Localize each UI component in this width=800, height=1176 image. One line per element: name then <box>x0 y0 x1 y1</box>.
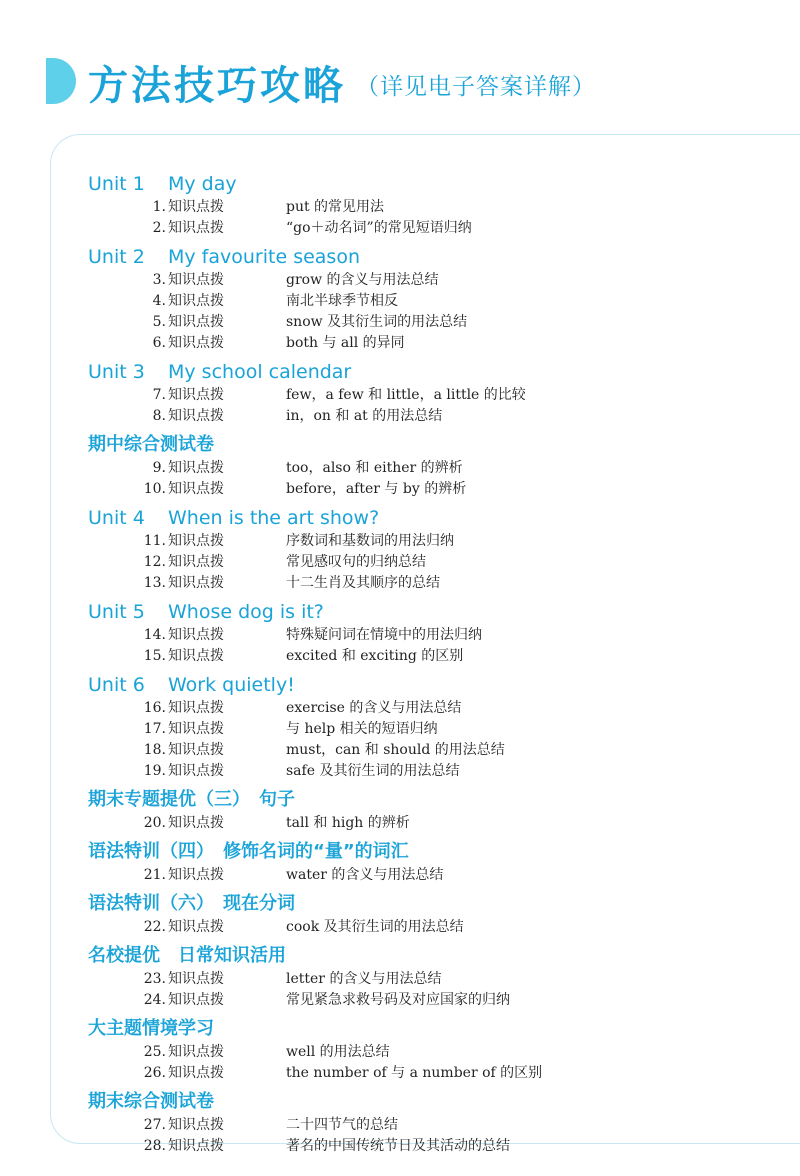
item-tag: 知识点拨 <box>168 742 224 758</box>
item-tag: 知识点拨 <box>168 1044 224 1060</box>
section-heading <box>88 891 788 917</box>
list-item <box>88 531 788 552</box>
section-title: 期中综合测试卷 <box>88 434 214 455</box>
item-number: 21. <box>143 867 166 883</box>
item-tag: 知识点拨 <box>168 554 224 570</box>
section-heading <box>88 839 788 865</box>
section-heading <box>88 432 788 458</box>
item-tag: 知识点拨 <box>168 648 224 664</box>
item-text: well 的用法总结 <box>286 1044 390 1060</box>
item-text: exercise 的含义与用法总结 <box>286 700 462 716</box>
list-item <box>88 218 788 239</box>
item-tag: 知识点拨 <box>168 992 224 1008</box>
section-heading <box>88 1016 788 1042</box>
list-item <box>88 479 788 500</box>
item-number: 25. <box>143 1044 166 1060</box>
item-tag: 知识点拨 <box>168 867 224 883</box>
item-tag: 知识点拨 <box>168 481 224 497</box>
item-text: tall 和 high 的辨析 <box>286 815 410 831</box>
item-tag: 知识点拨 <box>168 700 224 716</box>
item-number: 26. <box>143 1065 166 1081</box>
item-number: 3. <box>152 272 166 288</box>
item-tag: 知识点拨 <box>168 460 224 476</box>
item-number: 12. <box>143 554 166 570</box>
item-text: put 的常见用法 <box>286 199 385 215</box>
item-tag: 知识点拨 <box>168 199 224 215</box>
item-number: 23. <box>143 971 166 987</box>
item-text: 序数词和基数词的用法归纳 <box>286 533 454 549</box>
section-heading <box>88 244 788 270</box>
section-heading <box>88 599 788 625</box>
section-heading <box>88 171 788 197</box>
list-item <box>88 719 788 740</box>
item-number: 2. <box>152 220 166 236</box>
item-text: 著名的中国传统节日及其活动的总结 <box>286 1138 510 1154</box>
item-tag: 知识点拨 <box>168 763 224 779</box>
item-number: 1. <box>152 199 166 215</box>
section-title: 名校提优 日常知识活用 <box>88 945 286 966</box>
toc-list <box>88 166 788 1157</box>
item-tag: 知识点拨 <box>168 387 224 403</box>
list-item <box>88 291 788 312</box>
item-text: excited 和 exciting 的区别 <box>286 648 464 664</box>
item-text: 十二生肖及其顺序的总结 <box>286 575 440 591</box>
list-item <box>88 917 788 938</box>
section-title: 语法特训（四） 修饰名词的“量”的词汇 <box>88 841 409 862</box>
item-text: too，also 和 either 的辨析 <box>286 460 463 476</box>
list-item <box>88 969 788 990</box>
item-text: cook 及其衍生词的用法总结 <box>286 919 464 935</box>
unit-label: Unit 3 <box>88 361 145 383</box>
item-number: 17. <box>143 721 166 737</box>
item-number: 7. <box>152 387 166 403</box>
item-number: 16. <box>143 700 166 716</box>
list-item <box>88 990 788 1011</box>
item-number: 10. <box>143 481 166 497</box>
unit-label: Unit 6 <box>88 674 145 696</box>
item-tag: 知识点拨 <box>168 220 224 236</box>
item-number: 9. <box>152 460 166 476</box>
item-text: 常见感叹句的归纳总结 <box>286 554 426 570</box>
section-heading <box>88 359 788 385</box>
item-number: 13. <box>143 575 166 591</box>
section-title: My school calendar <box>168 361 352 383</box>
list-item <box>88 333 788 354</box>
section-heading <box>88 787 788 813</box>
item-tag: 知识点拨 <box>168 408 224 424</box>
item-tag: 知识点拨 <box>168 1138 224 1154</box>
page-title: 方法技巧攻略 <box>88 63 346 109</box>
unit-label: Unit 1 <box>88 173 145 195</box>
list-item <box>88 1042 788 1063</box>
list-item <box>88 406 788 427</box>
list-item <box>88 312 788 333</box>
list-item <box>88 552 788 573</box>
section-heading <box>88 943 788 969</box>
item-number: 27. <box>143 1117 166 1133</box>
item-text: few，a few 和 little，a little 的比较 <box>286 387 526 403</box>
item-number: 14. <box>143 627 166 643</box>
list-item <box>88 740 788 761</box>
item-number: 15. <box>143 648 166 664</box>
item-text: “go＋动名词”的常见短语归纳 <box>286 220 472 236</box>
section-title: 期末综合测试卷 <box>88 1091 214 1112</box>
section-heading <box>88 505 788 531</box>
item-number: 24. <box>143 992 166 1008</box>
item-tag: 知识点拨 <box>168 272 224 288</box>
section-title: 大主题情境学习 <box>88 1018 214 1039</box>
list-item <box>88 1136 788 1157</box>
item-tag: 知识点拨 <box>168 533 224 549</box>
section-title: 期末专题提优（三） 句子 <box>88 789 295 810</box>
item-number: 5. <box>152 314 166 330</box>
list-item <box>88 197 788 218</box>
item-text: must，can 和 should 的用法总结 <box>286 742 505 758</box>
section-heading <box>88 1089 788 1115</box>
item-text: 特殊疑问词在情境中的用法归纳 <box>286 627 482 643</box>
section-title: When is the art show? <box>168 507 380 529</box>
section-heading <box>88 672 788 698</box>
item-number: 11. <box>143 533 166 549</box>
item-tag: 知识点拨 <box>168 971 224 987</box>
item-tag: 知识点拨 <box>168 627 224 643</box>
item-number: 19. <box>143 763 166 779</box>
item-text: 南北半球季节相反 <box>286 293 398 309</box>
item-number: 8. <box>152 408 166 424</box>
item-tag: 知识点拨 <box>168 335 224 351</box>
section-title: My favourite season <box>168 246 360 268</box>
item-number: 6. <box>152 335 166 351</box>
header-accent-tab <box>46 58 76 104</box>
item-number: 22. <box>143 919 166 935</box>
list-item <box>88 813 788 834</box>
item-tag: 知识点拨 <box>168 919 224 935</box>
item-text: 与 help 相关的短语归纳 <box>286 721 438 737</box>
item-text: in，on 和 at 的用法总结 <box>286 408 443 424</box>
list-item <box>88 625 788 646</box>
item-text: safe 及其衍生词的用法总结 <box>286 763 460 779</box>
unit-label: Unit 2 <box>88 246 145 268</box>
item-tag: 知识点拨 <box>168 293 224 309</box>
page-header <box>0 52 800 110</box>
section-title: My day <box>168 173 237 195</box>
section-title: Whose dog is it? <box>168 601 324 623</box>
item-tag: 知识点拨 <box>168 1117 224 1133</box>
list-item <box>88 573 788 594</box>
item-number: 18. <box>143 742 166 758</box>
list-item <box>88 865 788 886</box>
item-number: 20. <box>143 815 166 831</box>
list-item <box>88 1115 788 1136</box>
item-text: 二十四节气的总结 <box>286 1117 398 1133</box>
item-tag: 知识点拨 <box>168 721 224 737</box>
item-number: 28. <box>143 1138 166 1154</box>
unit-label: Unit 5 <box>88 601 145 623</box>
item-tag: 知识点拨 <box>168 314 224 330</box>
section-title: Work quietly! <box>168 674 295 696</box>
item-tag: 知识点拨 <box>168 575 224 591</box>
unit-label: Unit 4 <box>88 507 145 529</box>
list-item <box>88 270 788 291</box>
item-text: grow 的含义与用法总结 <box>286 272 439 288</box>
list-item <box>88 761 788 782</box>
section-title: 语法特训（六） 现在分词 <box>88 893 295 914</box>
list-item <box>88 1063 788 1084</box>
item-text: letter 的含义与用法总结 <box>286 971 442 987</box>
item-tag: 知识点拨 <box>168 1065 224 1081</box>
list-item <box>88 458 788 479</box>
page-subtitle: （详见电子答案详解） <box>356 74 596 100</box>
item-tag: 知识点拨 <box>168 815 224 831</box>
list-item <box>88 698 788 719</box>
item-text: both 与 all 的异同 <box>286 335 405 351</box>
item-text: water 的含义与用法总结 <box>286 867 444 883</box>
item-text: the number of 与 a number of 的区别 <box>286 1065 543 1081</box>
item-number: 4. <box>152 293 166 309</box>
item-text: snow 及其衍生词的用法总结 <box>286 314 468 330</box>
item-text: before，after 与 by 的辨析 <box>286 481 467 497</box>
list-item <box>88 385 788 406</box>
list-item <box>88 646 788 667</box>
item-text: 常见紧急求救号码及对应国家的归纳 <box>286 992 510 1008</box>
